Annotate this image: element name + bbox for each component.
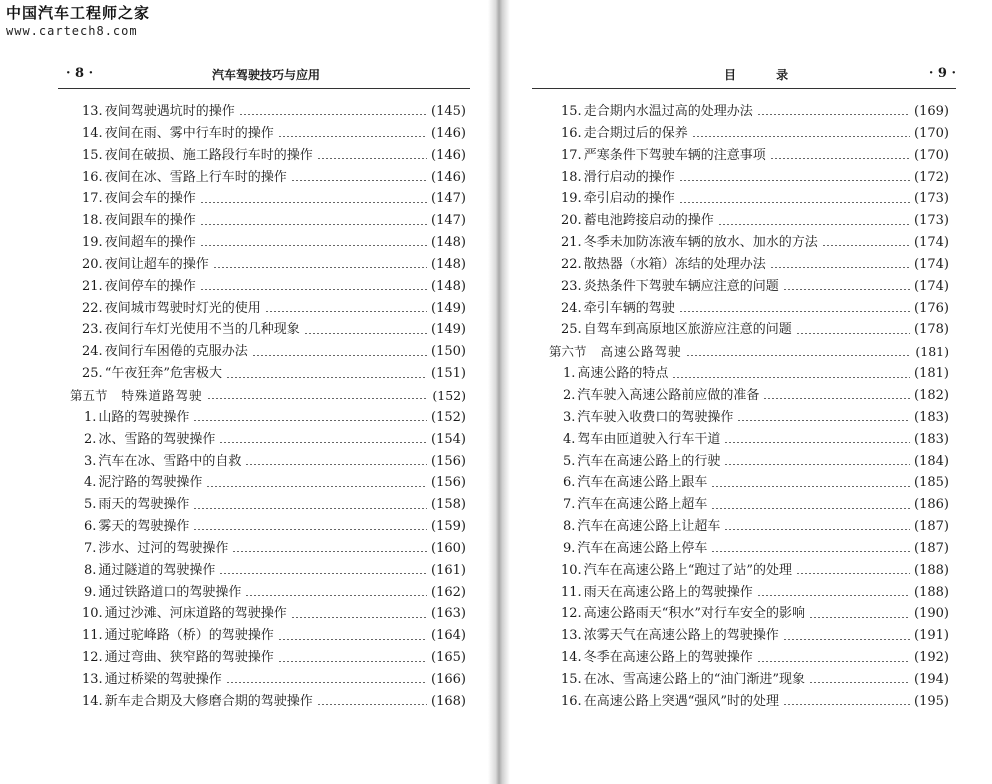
toc-entry-title: 山路的驾驶操作 [98,409,190,425]
toc-entry [70,276,466,298]
toc-entry-number: 12. [561,606,582,622]
toc-page-number: (162) [431,584,466,600]
toc-entry [70,101,466,123]
dot-leader [770,267,910,268]
toc-page-number: (170) [914,147,949,163]
toc-entry [70,145,466,167]
dot-leader [718,224,910,225]
toc-entry [70,232,466,254]
watermark-title: 中国汽车工程师之家 [6,4,151,22]
toc-page-number: (160) [431,540,466,556]
toc-page-number: (149) [431,300,466,316]
dot-leader [193,508,427,509]
toc-entry-title: 涉水、过河的驾驶操作 [98,540,229,556]
toc-page-number: (148) [431,235,466,251]
toc-entry [549,538,949,560]
dot-leader [783,704,910,705]
toc-section-title: 特殊道路驾驶 [121,387,203,403]
toc-entry [549,407,949,429]
toc-entry [549,472,949,494]
toc-entry [70,560,466,582]
dot-leader [809,617,910,618]
dot-leader [265,311,427,312]
toc-entry [549,298,949,320]
toc-entry [549,232,949,254]
toc-page-number: (187) [914,540,949,556]
toc-entry-number: 22. [82,300,103,316]
toc-entry-number: 25. [561,322,582,338]
toc-entry-number: 11. [561,584,582,600]
toc-page-number: (145) [431,104,466,119]
toc-section-heading [549,341,949,363]
toc-entry-number: 9. [84,584,97,600]
toc-entry-title: 走合期内水温过高的处理办法 [583,104,753,119]
toc-page-number: (186) [914,497,949,513]
toc-entry-title: “午夜狂奔”危害极大 [104,366,222,382]
toc-entry-title: 夜间停车的操作 [104,278,196,294]
toc-entry-title: 在冰、雪高速公路上的“油门渐进”现象 [583,671,805,687]
toc-page-number: (173) [914,191,949,207]
dot-leader [757,114,910,115]
dot-leader [692,136,910,137]
toc-page-number: (152) [432,387,466,403]
toc-page-number: (181) [915,344,949,360]
toc-page-number: (183) [914,431,949,447]
toc-entry-number: 1. [84,409,97,425]
toc-entry [70,472,466,494]
toc-entry [549,560,949,582]
dot-leader [711,508,910,509]
toc-entry [549,603,949,625]
toc-entry-number: 24. [82,344,103,360]
dot-leader [317,704,427,705]
toc-page-number: (195) [914,693,949,709]
toc-entry-number: 5. [563,453,576,469]
dot-leader [304,333,427,334]
dot-leader [200,202,427,203]
toc-entry-number: 17. [82,191,103,207]
toc-entry-title: 牵引启动的操作 [583,191,675,207]
toc-entry-number: 8. [563,519,576,535]
toc-page-number: (182) [914,387,949,403]
toc-entry-title: 炎热条件下驾驶车辆应注意的问题 [583,278,779,294]
dot-leader [679,180,910,181]
toc-page-number: (183) [914,409,949,425]
dot-leader [711,486,910,487]
toc-entry [549,210,949,232]
dot-leader [763,398,910,399]
toc-entry-number: 6. [84,519,97,535]
toc-entry-number: 15. [82,147,103,163]
toc-page-number: (174) [914,278,949,294]
toc-entry-title: 夜间在冰、雪路上行车时的操作 [104,169,287,185]
toc-entry-title: 汽车在高速公路上让超车 [577,519,721,535]
toc-entry-number: 5. [84,497,97,513]
toc-entry-number: 18. [82,213,103,229]
dot-leader [796,573,910,574]
toc-entry [549,494,949,516]
toc-entry-title: 夜间超车的操作 [104,235,196,251]
dot-leader [239,114,427,115]
toc-entry [70,298,466,320]
toc-entry-title: 冬季未加防冻液车辆的放水、加水的方法 [583,235,818,251]
toc-entry-number: 20. [82,256,103,272]
toc-page-number: (166) [431,671,466,687]
toc-entry-number: 2. [84,431,97,447]
dot-leader [809,682,910,683]
dot-leader [206,486,427,487]
toc-page-number: (147) [431,213,466,229]
toc-entry [549,188,949,210]
toc-entry [70,123,466,145]
left-header-rule [58,88,470,89]
toc-page-number: (147) [431,191,466,207]
toc-entry [70,647,466,669]
toc-page-number: (191) [914,628,949,644]
toc-entry-title: 夜间驾驶遇坑时的操作 [104,104,235,119]
toc-entry-title: 夜间在破损、施工路段行车时的操作 [104,147,313,163]
watermark-url: www.cartech8.com [6,24,138,38]
toc-page-number: (168) [431,693,466,709]
toc-entry [70,188,466,210]
dot-leader [783,639,910,640]
toc-entry [70,538,466,560]
toc-entry-title: 严寒条件下驾驶车辆的注意事项 [583,147,766,163]
toc-entry-title: 汽车在冰、雪路中的自救 [98,453,242,469]
toc-entry-title: 汽车在高速公路上“跑过了站”的处理 [583,562,792,578]
toc-entry-title: 在高速公路上突遇“强风”时的处理 [583,693,779,709]
toc-entry-number: 23. [561,278,582,294]
dot-leader [724,529,910,530]
toc-page-number: (154) [431,431,466,447]
toc-entry-title: 夜间行车困倦的克服办法 [104,344,248,360]
toc-entry-title: 通过沙滩、河床道路的驾驶操作 [104,606,287,622]
toc-entry [70,625,466,647]
toc-entry-title: 汽车在高速公路上停车 [577,540,708,556]
dot-leader [783,289,910,290]
toc-page-number: (169) [914,104,949,119]
toc-page-number: (152) [431,409,466,425]
toc-page-number: (149) [431,322,466,338]
toc-page-number: (159) [431,519,466,535]
toc-entry [70,319,466,341]
toc-page-number: (164) [431,628,466,644]
toc-entry [549,429,949,451]
toc-entry-title: 牵引车辆的驾驶 [583,300,675,316]
toc-page-number: (148) [431,256,466,272]
toc-entry [549,123,949,145]
dot-leader [245,464,427,465]
toc-section-number: 第五节 [70,387,108,403]
toc-entry-number: 7. [563,497,576,513]
dot-leader [686,355,912,356]
toc-entry-number: 16. [561,693,582,709]
toc-entry-title: 蓄电池跨接启动的操作 [583,213,714,229]
toc-page-number: (148) [431,278,466,294]
toc-entry-title: 冬季在高速公路上的驾驶操作 [583,650,753,666]
toc-page-number: (178) [914,322,949,338]
toc-entry-number: 8. [84,562,97,578]
toc-entry-number: 12. [82,650,103,666]
toc-page-number: (146) [431,147,466,163]
toc-entry [70,451,466,473]
toc-entry [549,319,949,341]
toc-page-number: (161) [431,562,466,578]
toc-page-number: (150) [431,344,466,360]
toc-entry [549,101,949,123]
toc-entry-title: 雾天的驾驶操作 [98,519,190,535]
toc-entry-title: 浓雾天气在高速公路上的驾驶操作 [583,628,779,644]
right-running-title: 目 录 [724,68,807,82]
toc-entry-number: 2. [563,387,576,403]
toc-entry-number: 18. [561,169,582,185]
toc-page-number: (188) [914,584,949,600]
dot-leader [226,682,427,683]
toc-entry-number: 19. [561,191,582,207]
toc-entry-title: 雨天在高速公路上的驾驶操作 [583,584,753,600]
left-page-header [62,66,462,84]
toc-entry-title: 汽车驶入收费口的驾驶操作 [577,409,734,425]
toc-entry-number: 16. [82,169,103,185]
toc-entry-number: 14. [561,650,582,666]
toc-page-number: (172) [914,169,949,185]
toc-entry-title: 通过铁路道口的驾驶操作 [98,584,242,600]
toc-entry-title: 夜间跟车的操作 [104,213,196,229]
toc-entry [549,276,949,298]
toc-entry [70,429,466,451]
toc-page-number: (174) [914,235,949,251]
toc-entry-number: 10. [82,606,103,622]
toc-entry-number: 16. [561,125,582,141]
toc-entry-number: 10. [561,562,582,578]
toc-page-number: (163) [431,606,466,622]
toc-entry-title: 新车走合期及大修磨合期的驾驶操作 [104,693,313,709]
toc-entry-title: 走合期过后的保养 [583,125,688,141]
toc-entry [70,603,466,625]
toc-entry-title: 高速公路雨天“积水”对行车安全的影响 [583,606,805,622]
toc-entry-number: 25. [82,366,103,382]
toc-entry-number: 22. [561,256,582,272]
toc-entry-number: 13. [82,671,103,687]
toc-entry [549,669,949,691]
dot-leader [679,202,910,203]
dot-leader [724,464,910,465]
toc-entry [70,691,466,713]
dot-leader [757,595,910,596]
toc-entry-number: 21. [82,278,103,294]
toc-entry-title: 夜间让超车的操作 [104,256,209,272]
dot-leader [291,180,427,181]
dot-leader [822,245,910,246]
toc-entry-title: 夜间在雨、雾中行车时的操作 [104,125,274,141]
dot-leader [757,661,910,662]
toc-entry [70,494,466,516]
toc-page-number: (188) [914,562,949,578]
dot-leader [200,289,427,290]
toc-entry-title: 汽车驶入高速公路前应做的准备 [577,387,760,403]
toc-entry-number: 3. [563,409,576,425]
toc-entry-number: 1. [563,366,576,382]
toc-page-number: (146) [431,125,466,141]
toc-entry-title: 汽车在高速公路上超车 [577,497,708,513]
left-running-title: 汽车驾驶技巧与应用 [212,68,321,82]
right-page [496,0,992,784]
toc-entry-number: 7. [84,540,97,556]
toc-entry-title: 通过桥梁的驾驶操作 [104,671,222,687]
toc-entry [70,254,466,276]
toc-page-number: (173) [914,213,949,229]
left-page-number: · 8 · [66,66,94,81]
toc-page-number: (185) [914,475,949,491]
toc-section-title: 高速公路驾驶 [600,344,682,360]
toc-entry [549,167,949,189]
toc-section-heading [70,385,466,407]
toc-entry [549,145,949,167]
toc-page-number: (181) [914,366,949,382]
dot-leader [193,420,427,421]
toc-entry [70,363,466,385]
toc-entry-number: 21. [561,235,582,251]
toc-entry-number: 6. [563,475,576,491]
dot-leader [317,158,427,159]
toc-entry [549,385,949,407]
toc-entry-number: 11. [82,628,103,644]
toc-entry [70,582,466,604]
toc-entry-title: 汽车在高速公路上的行驶 [577,453,721,469]
toc-entry-number: 24. [561,300,582,316]
toc-entry-number: 15. [561,104,582,119]
left-toc-list [70,101,466,713]
dot-leader [278,661,427,662]
toc-entry-title: 夜间会车的操作 [104,191,196,207]
dot-leader [679,311,910,312]
toc-page-number: (187) [914,519,949,535]
toc-entry-title: 汽车在高速公路上跟车 [577,475,708,491]
toc-entry-title: 通过驼峰路（桥）的驾驶操作 [104,628,274,644]
toc-entry [70,341,466,363]
toc-page-number: (192) [914,650,949,666]
toc-entry-number: 13. [82,104,103,119]
toc-entry-number: 4. [563,431,576,447]
toc-page-number: (146) [431,169,466,185]
toc-entry-number: 20. [561,213,582,229]
toc-entry-title: 夜间城市驾驶时灯光的使用 [104,300,261,316]
dot-leader [219,573,427,574]
toc-entry-number: 4. [84,475,97,491]
toc-page-number: (156) [431,453,466,469]
toc-page-number: (158) [431,497,466,513]
dot-leader [245,595,427,596]
dot-leader [252,355,427,356]
toc-page-number: (174) [914,256,949,272]
toc-entry-title: 泥泞路的驾驶操作 [98,475,203,491]
toc-entry [549,582,949,604]
toc-entry-title: 滑行启动的操作 [583,169,675,185]
dot-leader [200,245,427,246]
right-page-number: · 9 · [928,66,956,81]
toc-entry-number: 9. [563,540,576,556]
toc-entry-title: 通过隧道的驾驶操作 [98,562,216,578]
toc-entry [70,516,466,538]
toc-page-number: (151) [431,366,466,382]
toc-entry [549,691,949,713]
toc-entry [549,254,949,276]
dot-leader [737,420,910,421]
toc-page-number: (194) [914,671,949,687]
toc-page-number: (184) [914,453,949,469]
toc-entry-number: 3. [84,453,97,469]
toc-entry [549,451,949,473]
toc-entry-number: 14. [82,693,103,709]
toc-entry-number: 23. [82,322,103,338]
dot-leader [193,529,427,530]
dot-leader [672,377,910,378]
toc-entry-number: 17. [561,147,582,163]
dot-leader [278,639,427,640]
dot-leader [219,442,427,443]
toc-entry [549,363,949,385]
toc-section-number: 第六节 [549,344,587,360]
toc-entry-title: 冰、雪路的驾驶操作 [98,431,216,447]
toc-entry-title: 散热器（水箱）冻结的处理办法 [583,256,766,272]
toc-entry [549,516,949,538]
right-toc-list [549,101,949,713]
dot-leader [278,136,427,137]
toc-entry [70,669,466,691]
toc-entry [70,167,466,189]
toc-page-number: (165) [431,650,466,666]
right-header-rule [532,88,956,89]
dot-leader [796,333,910,334]
toc-entry-title: 自驾车到高原地区旅游应注意的问题 [583,322,792,338]
toc-entry [70,210,466,232]
toc-page-number: (176) [914,300,949,316]
right-page-header [536,66,956,84]
toc-page-number: (170) [914,125,949,141]
toc-entry-number: 19. [82,235,103,251]
toc-entry-title: 高速公路的特点 [577,366,669,382]
dot-leader [770,158,910,159]
toc-page-number: (156) [431,475,466,491]
dot-leader [291,617,427,618]
dot-leader [226,377,427,378]
toc-entry [549,647,949,669]
toc-entry-number: 14. [82,125,103,141]
toc-entry-number: 15. [561,671,582,687]
toc-entry [549,625,949,647]
toc-entry-title: 夜间行车灯光使用不当的几种现象 [104,322,300,338]
dot-leader [724,442,910,443]
toc-entry-number: 13. [561,628,582,644]
toc-page-number: (190) [914,606,949,622]
dot-leader [207,398,429,399]
toc-entry-title: 驾车由匝道驶入行车干道 [577,431,721,447]
dot-leader [200,224,427,225]
toc-entry [70,407,466,429]
toc-entry-title: 通过弯曲、狭窄路的驾驶操作 [104,650,274,666]
dot-leader [232,551,427,552]
toc-entry-title: 雨天的驾驶操作 [98,497,190,513]
dot-leader [213,267,427,268]
dot-leader [711,551,910,552]
